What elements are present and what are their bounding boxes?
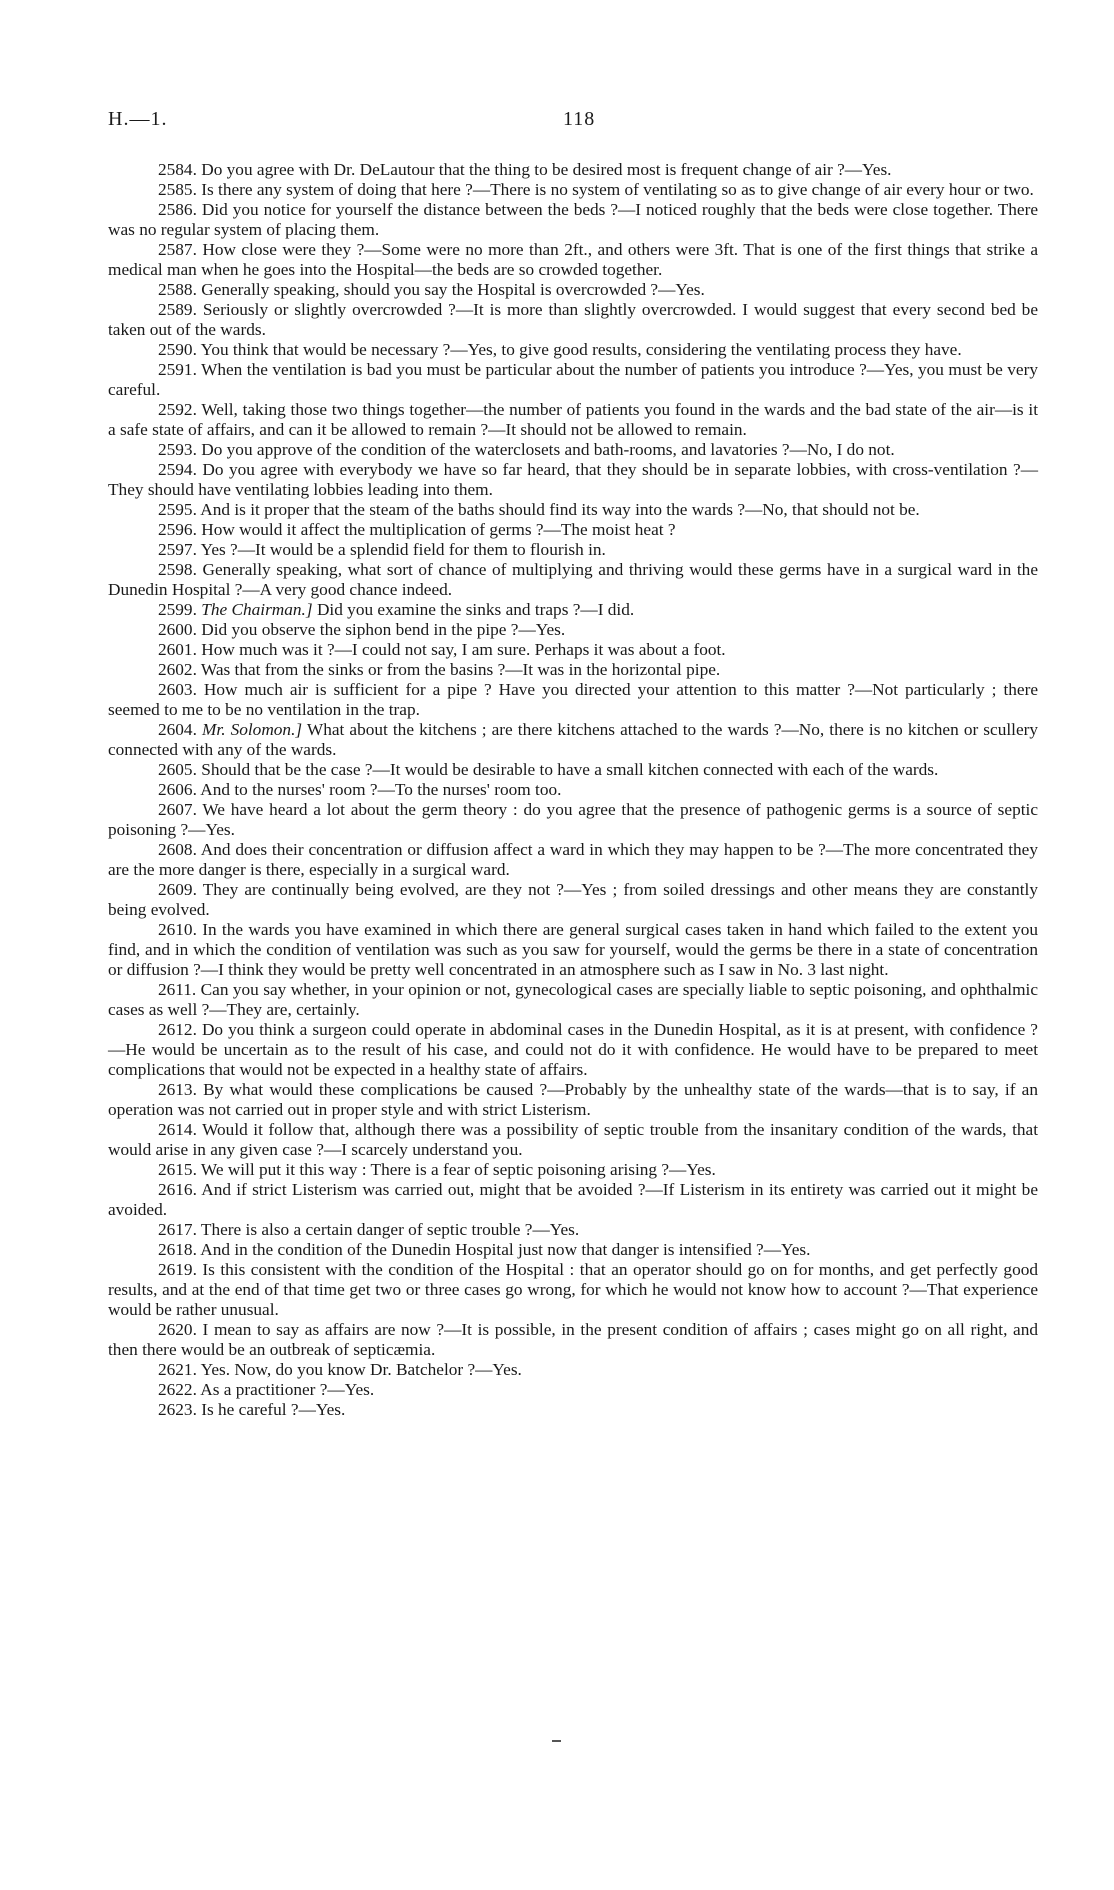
question-number: 2603. xyxy=(158,680,197,699)
question-answer-text: Do you agree with Dr. DeLautour that the thing to be desired most is frequent change of air ?—Yes. xyxy=(201,160,892,179)
question-number: 2617. xyxy=(158,1220,197,1239)
question-answer-text: How would it affect the multiplication of germs ?—The moist heat ? xyxy=(201,520,676,539)
speaker-label: The Chairman.] xyxy=(201,600,313,619)
question-answer-text: Would it follow that, although there was a possibility of septic trouble from the insanitary condition of the wards, that would arise in any given case ?—I scarcely understand you. xyxy=(108,1120,1039,1159)
question-number: 2595. xyxy=(158,500,197,519)
question-number: 2619. xyxy=(158,1260,197,1279)
testimony-paragraph xyxy=(108,160,1038,180)
question-answer-text: There is also a certain danger of septic trouble ?—Yes. xyxy=(200,1220,580,1239)
question-answer-text: When the ventilation is bad you must be particular about the number of patients you introduce ?—Yes, you must be very careful. xyxy=(108,360,1038,399)
question-answer-text: Did you notice for yourself the distance between the beds ?—I noticed roughly that the beds were close together. There was no regular system of placing them. xyxy=(108,200,1039,239)
question-answer-text: Can you say whether, in your opinion or not, gynecological cases are specially liable to septic poisoning, and ophthalmic cases as well ?—They are, certainly. xyxy=(108,980,1038,1019)
question-answer-text: How much air is sufficient for a pipe ? Have you directed your attention to this matter ?—Not particularly ; there seemed to me to be no ventilation in the trap. xyxy=(108,680,1038,719)
testimony-paragraph xyxy=(108,980,1038,1020)
question-answer-text: Is he careful ?—Yes. xyxy=(201,1400,346,1419)
question-number: 2596. xyxy=(158,520,197,539)
question-answer-text: Well, taking those two things together—the number of patients you found in the wards and the bad state of the air—is it a safe state of affairs, and can it be allowed to remain ?—It should not be allowed to remain. xyxy=(108,400,1038,439)
question-number: 2592. xyxy=(158,400,197,419)
question-number: 2610. xyxy=(158,920,197,939)
question-answer-text: And if strict Listerism was carried out, might that be avoided ?—If Listerism in its entirety was carried out it might be avoided. xyxy=(108,1180,1038,1219)
testimony-paragraph xyxy=(108,1260,1038,1320)
question-answer-text: Is this consistent with the condition of the Hospital : that an operator should go on for months, and get perfectly good results, and at the end of that time get two or three cases go wrong, for which he would not know how to account ?—That experience would be rather unusual. xyxy=(108,1260,1038,1319)
question-number: 2621. xyxy=(158,1360,197,1379)
testimony-paragraph xyxy=(108,1380,1038,1400)
testimony-paragraph xyxy=(108,460,1038,500)
testimony-paragraph xyxy=(108,620,1038,640)
testimony-paragraph xyxy=(108,1120,1038,1160)
question-number: 2616. xyxy=(158,1180,197,1199)
testimony-paragraph xyxy=(108,840,1038,880)
question-answer-text: Generally speaking, should you say the Hospital is overcrowded ?—Yes. xyxy=(201,280,705,299)
testimony-paragraph xyxy=(108,1360,1038,1380)
question-number: 2613. xyxy=(158,1080,197,1099)
question-number: 2623. xyxy=(158,1400,197,1419)
testimony-paragraph xyxy=(108,520,1038,540)
testimony-paragraph xyxy=(108,500,1038,520)
question-number: 2600. xyxy=(158,620,197,639)
question-number: 2609. xyxy=(158,880,197,899)
question-answer-text: Did you observe the siphon bend in the pipe ?—Yes. xyxy=(201,620,566,639)
question-number: 2604. xyxy=(158,720,197,739)
question-number: 2614. xyxy=(158,1120,197,1139)
testimony-paragraph xyxy=(108,300,1038,340)
question-number: 2591. xyxy=(158,360,197,379)
question-number: 2590. xyxy=(158,340,197,359)
question-answer-text: I mean to say as affairs are now ?—It is possible, in the present condition of affairs ; cases might go on all right, and then there would be an outbreak of septicæmia. xyxy=(108,1320,1038,1359)
question-number: 2611. xyxy=(158,980,197,999)
question-answer-text: How much was it ?—I could not say, I am sure. Perhaps it was about a foot. xyxy=(201,640,726,659)
question-answer-text: What about the kitchens ; are there kitchens attached to the wards ?—No, there is no kitchen or scullery connected with any of the wards. xyxy=(108,720,1039,759)
testimony-paragraph xyxy=(108,720,1038,760)
question-number: 2608. xyxy=(158,840,197,859)
testimony-paragraph xyxy=(108,920,1038,980)
question-answer-text: Is there any system of doing that here ?—There is no system of ventilating so as to give change of air every hour or two. xyxy=(201,180,1034,199)
question-number: 2605. xyxy=(158,760,197,779)
question-answer-text: And is it proper that the steam of the baths should find its way into the wards ?—No, that should not be. xyxy=(200,500,920,519)
testimony-paragraph xyxy=(108,600,1038,620)
question-answer-text: And in the condition of the Dunedin Hospital just now that danger is intensified ?—Yes. xyxy=(200,1240,811,1259)
testimony-paragraph xyxy=(108,1080,1038,1120)
question-number: 2584. xyxy=(158,160,197,179)
question-answer-text: In the wards you have examined in which there are general surgical cases taken in hand which failed to the extent you find, and in which the condition of ventilation was such as you saw for yourself, would the germs be there in a state of concentration or diffusion ?—I think they would be pretty well concentrated in an atmosphere such as I saw in No. 3 last night. xyxy=(108,920,1038,979)
page-header xyxy=(108,108,1038,138)
testimony-paragraph xyxy=(108,360,1038,400)
question-number: 2607. xyxy=(158,800,197,819)
question-answer-text: How close were they ?—Some were no more than 2ft., and others were 3ft. That is one of the first things that strike a medical man when he goes into the Hospital—the beds are so crowded together. xyxy=(108,240,1038,279)
testimony-paragraph xyxy=(108,340,1038,360)
testimony-paragraph xyxy=(108,760,1038,780)
testimony-paragraph xyxy=(108,1180,1038,1220)
testimony-paragraph xyxy=(108,780,1038,800)
question-number: 2588. xyxy=(158,280,197,299)
testimony-paragraph xyxy=(108,400,1038,440)
question-number: 2601. xyxy=(158,640,197,659)
question-number: 2594. xyxy=(158,460,197,479)
question-answer-text: Do you agree with everybody we have so far heard, that they should be in separate lobbies, with cross-ventilation ?—They should have ventilating lobbies leading into them. xyxy=(108,460,1038,499)
question-number: 2598. xyxy=(158,560,197,579)
ink-mark xyxy=(552,1740,561,1742)
speaker-label: Mr. Solomon.] xyxy=(201,720,303,739)
testimony-paragraph xyxy=(108,1400,1038,1420)
testimony-paragraph xyxy=(108,1320,1038,1360)
question-number: 2585. xyxy=(158,180,197,199)
testimony-paragraph xyxy=(108,200,1038,240)
testimony-paragraph xyxy=(108,560,1038,600)
testimony-paragraph xyxy=(108,1220,1038,1240)
question-answer-text: Was that from the sinks or from the basins ?—It was in the horizontal pipe. xyxy=(200,660,721,679)
question-answer-text: By what would these complications be caused ?—Probably by the unhealthy state of the wards—that is to say, if an operation was not carried out in proper style and with strict Listerism. xyxy=(108,1080,1038,1119)
testimony-paragraph xyxy=(108,800,1038,840)
question-number: 2602. xyxy=(158,660,197,679)
question-number: 2615. xyxy=(158,1160,197,1179)
testimony-paragraph xyxy=(108,680,1038,720)
question-answer-text: Do you think a surgeon could operate in abdominal cases in the Dunedin Hospital, as it is at present, with confidence ?—He would be uncertain as to the result of his case, and could not do it with confidence. He would have to be prepared to meet complications that would not be expected in a healthy state of affairs. xyxy=(108,1020,1038,1079)
testimony-paragraph xyxy=(108,1160,1038,1180)
question-answer-text: And does their concentration or diffusion affect a ward in which they may happen to be ?—The more concentrated they are the more danger is there, especially in a surgical ward. xyxy=(108,840,1038,879)
document-reference: H.—1. xyxy=(108,108,168,130)
question-answer-text: We have heard a lot about the germ theory : do you agree that the presence of pathogenic germs is a source of septic poisoning ?—Yes. xyxy=(108,800,1038,839)
testimony-paragraph xyxy=(108,660,1038,680)
testimony-paragraph xyxy=(108,180,1038,200)
testimony-paragraph xyxy=(108,880,1038,920)
question-number: 2599. xyxy=(158,600,197,619)
testimony-paragraph xyxy=(108,240,1038,280)
question-answer-text: You think that would be necessary ?—Yes, to give good results, considering the ventilating process they have. xyxy=(200,340,962,359)
question-answer-text: Do you approve of the condition of the waterclosets and bath-rooms, and lavatories ?—No, I do not. xyxy=(201,440,895,459)
testimony-body xyxy=(108,160,1038,1420)
question-answer-text: As a practitioner ?—Yes. xyxy=(200,1380,375,1399)
testimony-paragraph xyxy=(108,1020,1038,1080)
question-answer-text: And to the nurses' room ?—To the nurses' room too. xyxy=(200,780,562,799)
question-number: 2618. xyxy=(158,1240,197,1259)
testimony-paragraph xyxy=(108,640,1038,660)
question-answer-text: They are continually being evolved, are they not ?—Yes ; from soiled dressings and other means they are constantly being evolved. xyxy=(108,880,1039,919)
question-number: 2612. xyxy=(158,1020,197,1039)
question-answer-text: Generally speaking, what sort of chance of multiplying and thriving would these germs have in a surgical ward in the Dunedin Hospital ?—A very good chance indeed. xyxy=(108,560,1038,599)
testimony-paragraph xyxy=(108,280,1038,300)
question-number: 2586. xyxy=(158,200,197,219)
question-answer-text: Did you examine the sinks and traps ?—I did. xyxy=(316,600,635,619)
question-number: 2587. xyxy=(158,240,197,259)
page-number: 118 xyxy=(563,108,596,130)
question-answer-text: Should that be the case ?—It would be desirable to have a small kitchen connected with each of the wards. xyxy=(201,760,939,779)
testimony-paragraph xyxy=(108,540,1038,560)
testimony-paragraph xyxy=(108,440,1038,460)
question-answer-text: We will put it this way : There is a fear of septic poisoning arising ?—Yes. xyxy=(200,1160,716,1179)
question-number: 2589. xyxy=(158,300,197,319)
question-answer-text: Seriously or slightly overcrowded ?—It is more than slightly overcrowded. I would suggest that every second bed be taken out of the wards. xyxy=(108,300,1038,339)
testimony-paragraph xyxy=(108,1240,1038,1260)
question-answer-text: Yes ?—It would be a splendid field for them to flourish in. xyxy=(200,540,606,559)
question-number: 2622. xyxy=(158,1380,197,1399)
question-answer-text: Yes. Now, do you know Dr. Batchelor ?—Yes. xyxy=(200,1360,522,1379)
question-number: 2593. xyxy=(158,440,197,459)
question-number: 2597. xyxy=(158,540,197,559)
question-number: 2620. xyxy=(158,1320,197,1339)
question-number: 2606. xyxy=(158,780,197,799)
